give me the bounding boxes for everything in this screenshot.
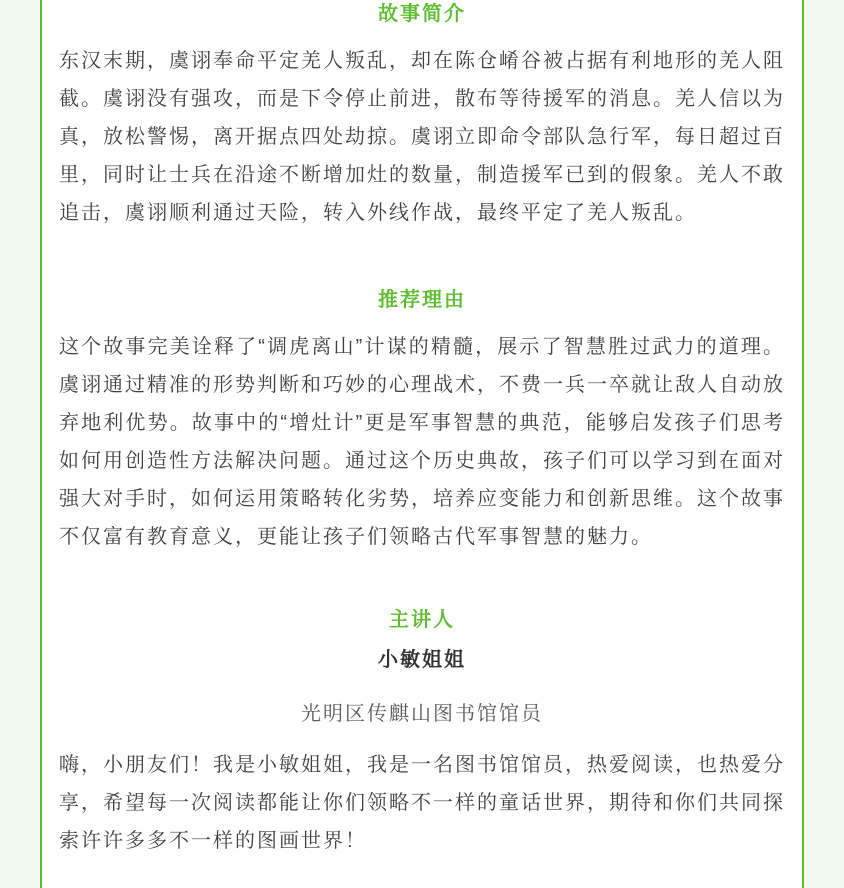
- article-panel: [40, 0, 804, 888]
- paragraph-story-intro: 东汉末期，虞诩奉命平定羌人叛乱，却在陈仓崤谷被占据有利地形的羌人阻截。虞诩没有强攻，而是下令停止前进，散布等待援军的消息。羌人信以为真，放松警惕，离开据点四处劫掠。虞诩立即命令部队急行军，每日超过百里，同时让士兵在沿途不断增加灶的数量，制造援军已到的假象。羌人不敢追击，虞诩顺利通过天险，转入外线作战，最终平定了羌人叛乱。: [59, 50, 785, 224]
- section-heading-recommendation: 推荐理由: [378, 289, 466, 311]
- speaker-title: 光明区传麒山图书馆馆员: [301, 703, 543, 725]
- paragraph-recommendation: 这个故事完美诠释了“调虎离山”计谋的精髓，展示了智慧胜过武力的道理。虞诩通过精准的形势判断和巧妙的心理战术，不费一兵一卒就让敌人自动放弃地利优势。故事中的“增灶计”更是军事智慧的典范，能够启发孩子们思考如何用创造性方法解决问题。通过这个历史典故，孩子们可以学习到在面对强大对手时，如何运用策略转化劣势，培养应变能力和创新思维。这个故事不仅富有教育意义，更能让孩子们领略古代军事智慧的魅力。: [59, 336, 785, 548]
- section-heading-story-intro: 故事简介: [378, 3, 466, 25]
- speaker-name: 小敏姐姐: [378, 649, 466, 671]
- paragraph-speaker-intro: 嗨，小朋友们！我是小敏姐姐，我是一名图书馆馆员，热爱阅读，也热爱分享，希望每一次阅读都能让你们领略不一样的童话世界，期待和你们共同探索许许多多不一样的图画世界！: [59, 754, 785, 852]
- section-heading-speaker: 主讲人: [389, 609, 455, 631]
